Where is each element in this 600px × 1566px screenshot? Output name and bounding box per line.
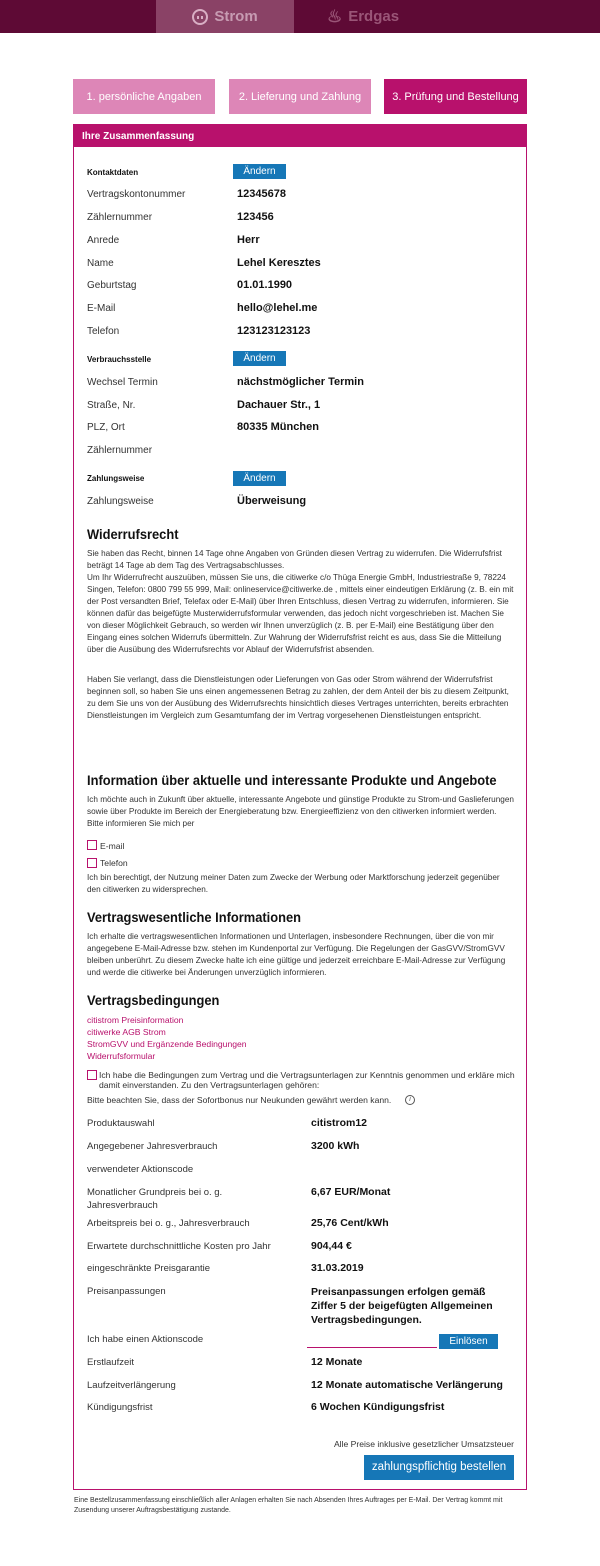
change-verbrauch-button[interactable]: Ändern: [233, 351, 286, 366]
product-value: 3200 kWh: [311, 1140, 360, 1152]
product-value: Preisanpassungen erfolgen gemäß Ziffer 5 der beigefügten Allgemeinen Vertragsbedingungen.: [311, 1286, 493, 1326]
kontakt-heading: Kontaktdaten: [87, 168, 139, 177]
row-label: Telefon: [87, 326, 120, 337]
bedingungen-title: Vertragsbedingungen: [87, 992, 220, 1008]
plug-icon: [192, 9, 208, 25]
row-value: Überweisung: [237, 495, 307, 507]
product-label: Angegebener Jahresverbrauch: [87, 1141, 218, 1152]
info-icon[interactable]: i: [405, 1095, 415, 1105]
laufzeit-label: Erstlaufzeit: [87, 1357, 134, 1368]
order-button[interactable]: zahlungspflichtig bestellen: [364, 1455, 514, 1480]
laufzeit-value: 6 Wochen Kündigungsfrist: [311, 1401, 445, 1413]
row-value: Herr: [237, 234, 260, 246]
row-label: Wechsel Termin: [87, 377, 158, 388]
zahlung-heading: Zahlungsweise: [87, 474, 145, 483]
summary-title: Ihre Zusammenfassung: [74, 125, 526, 147]
row-label: Geburtstag: [87, 280, 137, 291]
link-stromgvv[interactable]: StromGVV und Ergänzende Bedingungen: [87, 1039, 247, 1049]
flame-icon: ♨: [326, 6, 343, 26]
laufzeit-value: 12 Monate automatische Verlängerung: [311, 1379, 503, 1391]
link-widerrufsformular[interactable]: Widerrufsformular: [87, 1051, 156, 1061]
laufzeit-label: Kündigungsfrist: [87, 1402, 153, 1413]
row-label: Straße, Nr.: [87, 400, 136, 411]
step-personal-data[interactable]: 1. persönliche Angaben: [73, 79, 215, 114]
row-label: Name: [87, 258, 114, 269]
row-value: 80335 München: [237, 421, 319, 433]
product-value: 904,44 €: [311, 1240, 352, 1252]
email-checkbox-label: E-mail: [100, 841, 125, 851]
widerruf-p3: Haben Sie verlangt, dass die Dienstleistungen oder Lieferungen von Gas oder Strom während der Widerrufsfrist beginnen soll, so haben Sie uns einen angemessenen Betrag zu zahlen, der dem Anteil der bis zu diesem Zeitpunkt, zu dem Sie uns von der Ausübung des Widerrufsrechts hinsichtlich dieses Vertrages unterrichten, bereits erbrachten Dienstleistungen im Vergleich zum Gesamtumfang der im Vertrag vorgesehenen Dienstleistungen entspricht.: [87, 675, 509, 720]
row-value: Dachauer Str., 1: [237, 399, 321, 411]
aktion-input[interactable]: [307, 1347, 437, 1348]
accept-terms-checkbox[interactable]: [87, 1070, 97, 1080]
step-review-order[interactable]: 3. Prüfung und Bestellung: [384, 79, 527, 114]
laufzeit-label: Laufzeitverlängerung: [87, 1380, 176, 1391]
row-label: Zahlungsweise: [87, 496, 154, 507]
product-label: verwendeter Aktionscode: [87, 1164, 194, 1175]
info-p1: Ich möchte auch in Zukunft über aktuelle, interessante Angebote und günstige Produkte zu Strom-und Gaslieferungen sowie über Produkte im Bereich der Energieberatung bzw. Energieeffizienz von den citiwerken informiert werden. Bitte informieren Sie mich per: [87, 795, 514, 828]
verbrauch-heading: Verbrauchsstelle: [87, 355, 152, 364]
product-value: citistrom12: [311, 1117, 368, 1129]
tab-erdgas-label: Erdgas: [348, 8, 400, 25]
row-value: 12345678: [237, 188, 286, 200]
link-agb-strom[interactable]: citiwerke AGB Strom: [87, 1027, 166, 1037]
link-preisinformation[interactable]: citistrom Preisinformation: [87, 1015, 184, 1025]
row-label: Vertragskontonummer: [87, 189, 186, 200]
row-label: Zählernummer: [87, 445, 153, 456]
change-zahlung-button[interactable]: Ändern: [233, 471, 286, 486]
footer-note: Eine Bestellzusammenfassung einschließlich aller Anlagen erhalten Sie nach Absenden Ihres Auftrages per E-Mail. Der Vertrag kommt mit Zusendung unserer Auftragsbestätigung zustande.: [74, 1497, 503, 1514]
step-delivery-payment[interactable]: 2. Lieferung und Zahlung: [229, 79, 371, 114]
info-p2: Ich bin berechtigt, der Nutzung meiner Daten zum Zwecke der Werbung oder Marktforschung jederzeit gegenüber den citiwerken zu widersprechen.: [87, 873, 500, 894]
vertragsinfo-title: Vertragswesentliche Informationen: [87, 909, 302, 925]
product-label: eingeschränkte Preisgarantie: [87, 1263, 211, 1274]
aktion-label: Ich habe einen Aktionscode: [87, 1334, 204, 1345]
widerruf-p2: Um Ihr Widerrufrecht auszuüben, müssen Sie uns, die citiwerke c/o Thüga Energie GmbH, Industriestraße 9, 78224 Singen, Telefon: 0800 799 55 999, Mail: onlineservice@citiwerke.de , mittels einer eindeutigen Erklärung (z. B. ein mit der Post versandten Brief, Telefax oder E-Mail) über Ihren Entschluss, diesen Vertrag zu widerrufen, informieren. Sie können dafür das beigefügte Musterwiderrufsformular verwenden, das jedoch nicht vorgeschrieben ist. Machen Sie von dieser Möglichkeit Gebrauch, so werden wir Ihnen unverzüglich (z. B. per E-Mail) eine Bestätigung über den Eingang eines solchen Widerrufs übermitteln. Zur Wahrung der Widerrufsfrist reicht es aus, dass Sie die Mitteilung über die Ausübung des Widerrufsrechts vor Ablauf der Widerrufsfrist absenden.: [87, 573, 514, 654]
row-label: Zählernummer: [87, 212, 153, 223]
product-label: Produktauswahl: [87, 1118, 155, 1129]
tax-note: Alle Preise inklusive gesetzlicher Umsatzsteuer: [333, 1439, 514, 1449]
product-value: 31.03.2019: [311, 1262, 364, 1274]
row-value: nächstmöglicher Termin: [237, 376, 364, 388]
einloesen-button[interactable]: Einlösen: [439, 1334, 498, 1349]
product-label: Arbeitspreis bei o. g., Jahresverbrauch: [87, 1218, 250, 1229]
tab-strom-label: Strom: [214, 8, 258, 25]
row-label: Anrede: [87, 235, 120, 246]
change-kontakt-button[interactable]: Ändern: [233, 164, 286, 179]
product-label: Monatlicher Grundpreis bei o. g. Jahresverbrauch: [87, 1187, 223, 1211]
email-checkbox[interactable]: [87, 840, 97, 850]
info-title: Information über aktuelle und interessante Produkte und Angebote: [87, 772, 497, 788]
product-label: Preisanpassungen: [87, 1286, 166, 1297]
tab-strom[interactable]: [156, 0, 294, 33]
telefon-checkbox[interactable]: [87, 858, 97, 868]
row-value: 123123123123: [237, 325, 311, 337]
row-value: 123456: [237, 211, 274, 223]
telefon-checkbox-label: Telefon: [100, 858, 128, 868]
bonus-note: Bitte beachten Sie, dass der Sofortbonus nur Neukunden gewährt werden kann.: [87, 1095, 392, 1105]
widerruf-p1: Sie haben das Recht, binnen 14 Tage ohne Angaben von Gründen diesen Vertrag zu widerrufen. Die Widerrufsfrist beträgt 14 Tage ab dem Tag des Vertragsabschlusses.: [87, 549, 502, 570]
tab-erdgas[interactable]: [294, 0, 432, 33]
row-label: PLZ, Ort: [87, 422, 125, 433]
widerruf-title: Widerrufsrecht: [87, 526, 179, 542]
product-label: Erwartete durchschnittliche Kosten pro Jahr: [87, 1241, 271, 1252]
laufzeit-value: 12 Monate: [311, 1356, 363, 1368]
accept-terms-label: Ich habe die Bedingungen zum Vertrag und die Vertragsunterlagen zur Kenntnis genommen und erkläre mich damit einverstanden. Zu den Vertragsunterlagen gehören:: [99, 1070, 515, 1090]
row-label: E-Mail: [87, 303, 116, 314]
vertragsinfo-p1: Ich erhalte die vertragswesentlichen Informationen und Unterlagen, insbesondere Rechnungen, über die von mir angegebene E-Mail-Adresse bzw. stehen im Kundenportal zur Verfügung. Die Regelungen der GasGVV/StromGVV bleiben unberührt. Zu diesem Zwecke halte ich eine gültige und jederzeit erreichbare E-Mail-Adresse zur Verfügung und werde die citiwerke bei Änderungen unverzüglich informieren.: [87, 932, 506, 977]
row-value: hello@lehel.me: [237, 302, 318, 314]
top-navigation: [0, 0, 600, 33]
product-value: 25,76 Cent/kWh: [311, 1217, 389, 1229]
product-value: 6,67 EUR/Monat: [311, 1186, 391, 1198]
row-value: Lehel Keresztes: [237, 257, 321, 269]
row-value: 01.01.1990: [237, 279, 293, 291]
